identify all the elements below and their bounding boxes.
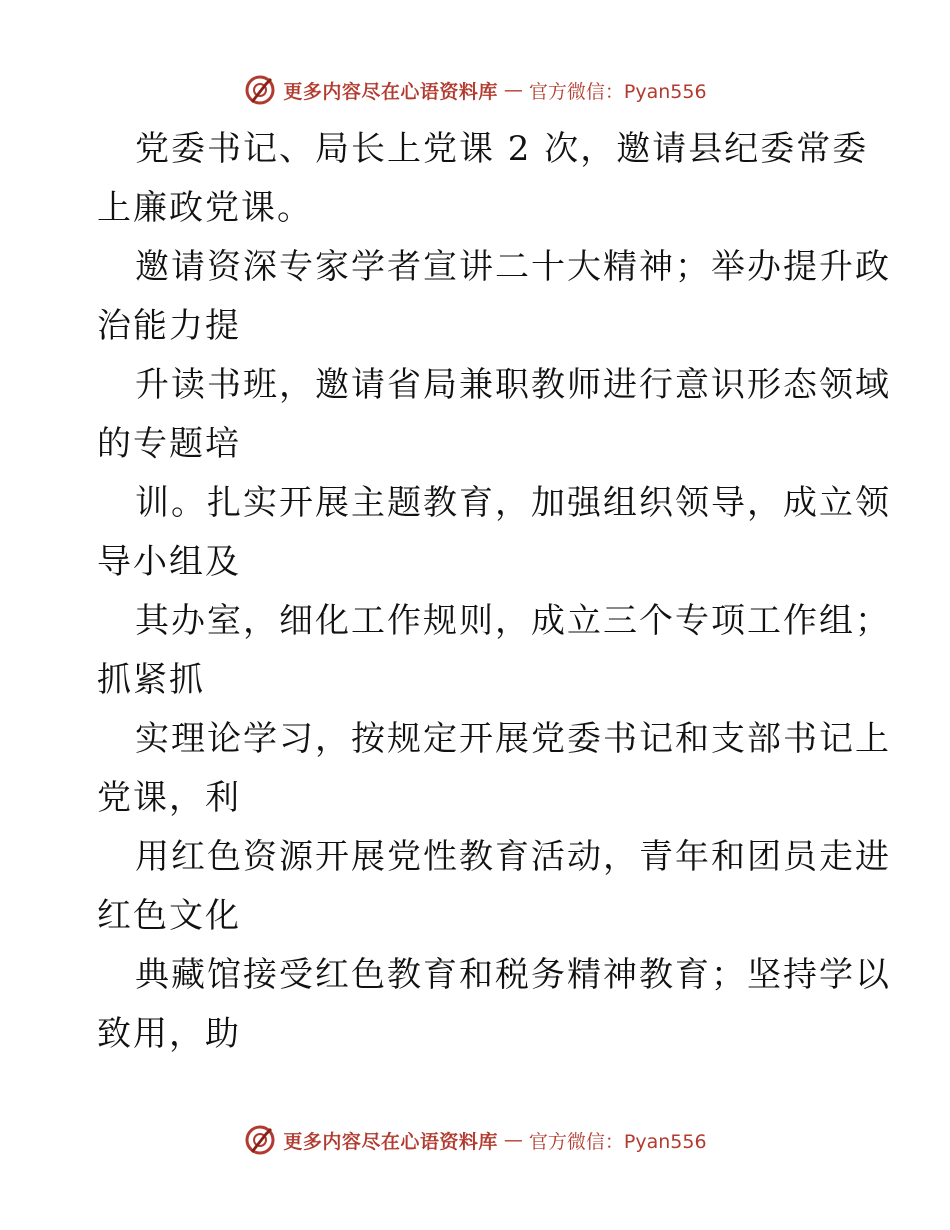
banner-wechat-text: 官方微信：Pyan556: [528, 80, 707, 103]
banner-main-text: 更多内容尽在心语资料库: [283, 80, 498, 103]
text-line: 其办室，细化工作规则，成立三个专项工作组；: [135, 601, 891, 641]
text-line: 实理论学习，按规定开展党委书记和支部书记上: [135, 719, 891, 759]
text-line: 抓紧抓: [97, 660, 205, 700]
text-line: 党课，利: [97, 778, 241, 818]
text-line: 治能力提: [97, 306, 241, 346]
text-line: 邀请资深专家学者宣讲二十大精神；举办提升政: [135, 247, 891, 287]
document-body: [97, 120, 891, 1064]
text-line: 典藏馆接受红色教育和税务精神教育；坚持学以: [135, 955, 891, 995]
banner-wechat-text: 官方微信：Pyan556: [528, 1130, 707, 1153]
text-line: 导小组及: [97, 542, 241, 582]
pen-logo-icon: [243, 1123, 277, 1157]
text-line: 致用，助: [97, 1014, 241, 1054]
banner-separator: —: [503, 1129, 523, 1151]
text-line: 上廉政党课。: [97, 188, 313, 228]
text-line: 的专题培: [97, 424, 241, 464]
pen-logo-icon: [243, 73, 277, 107]
text-line: 升读书班，邀请省局兼职教师进行意识形态领域: [135, 365, 891, 405]
text-line: 党委书记、局长上党课 2 次，邀请县纪委常委: [135, 129, 869, 169]
header-watermark: [0, 70, 950, 110]
text-line: 用红色资源开展党性教育活动，青年和团员走进: [135, 837, 891, 877]
banner-main-text: 更多内容尽在心语资料库: [283, 1130, 498, 1153]
text-line: 红色文化: [97, 896, 241, 936]
text-line: 训。扎实开展主题教育，加强组织领导，成立领: [135, 483, 891, 523]
footer-watermark: [0, 1120, 950, 1160]
banner-separator: —: [503, 79, 523, 101]
